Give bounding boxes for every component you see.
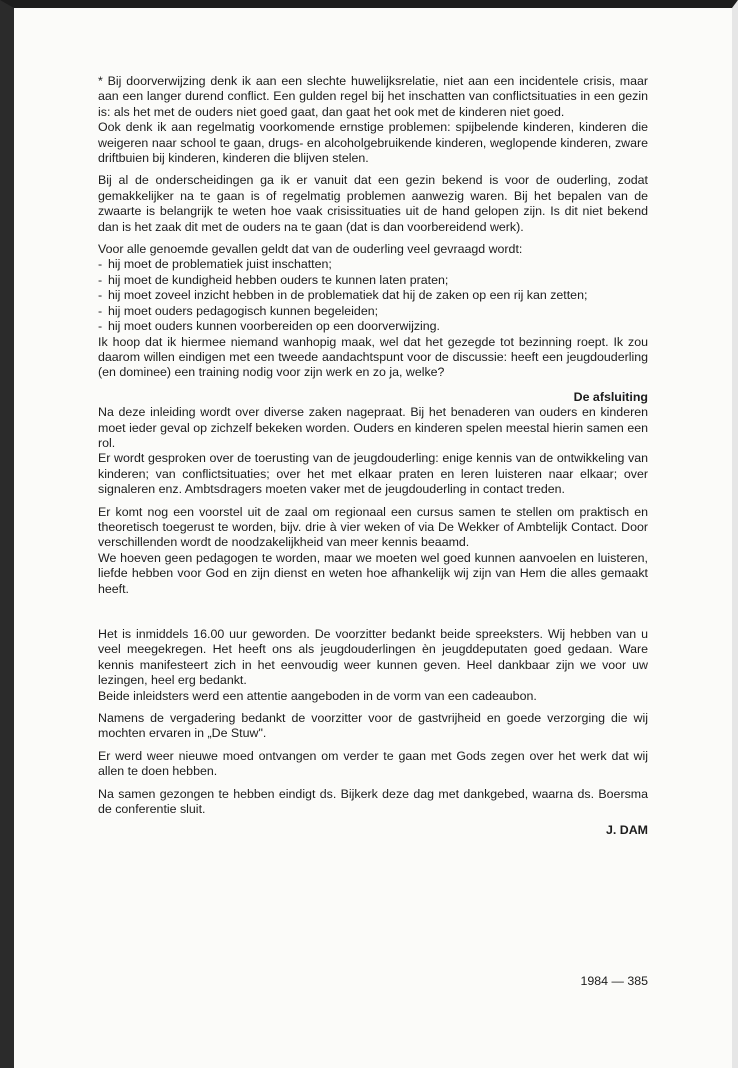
requirements-list xyxy=(98,257,648,334)
list-item: - hij moet ouders pedagogisch kunnen begeleiden; xyxy=(98,304,648,319)
list-item: - hij moet ouders kunnen voorbereiden op een doorverwijzing. xyxy=(98,319,648,334)
list-item: - hij moet zoveel inzicht hebben in de problematiek dat hij de zaken op een rij kan zetten; xyxy=(98,288,648,303)
paragraph-thanks-hospitality: Namens de vergadering bedankt de voorzitter voor de gastvrijheid en goede verzorging die wij mochten ervaren in „De Stuw". xyxy=(98,711,648,741)
paragraph-new-courage: Er werd weer nieuwe moed ontvangen om verder te gaan met Gods zegen over het werk dat wij allen te doen hebben. xyxy=(98,748,648,779)
paragraph-course-proposal: Er komt nog een voorstel uit de zaal om regionaal een cursus samen te stellen om praktisch en theoretisch toegerust te worden, bijv. drie à vier weken of via De Wekker of Ambtelijk Contact. Door verschillenden wordt de noodzakelijkheid van meer kennis beaamd. xyxy=(98,504,648,550)
paragraph-discussion: Na deze inleiding wordt over diverse zaken nagepraat. Bij het benaderen van ouders en kinderen moet ieder geval op zichzelf bekeken worden. Ouders en kinderen spelen meestal hierin samen een rol. xyxy=(98,405,648,450)
paragraph-conference-end: Na samen gezongen te hebben eindigt ds. Bijkerk deze dag met dankgebed, waarna ds. Boersma de conferentie sluit. xyxy=(98,786,648,817)
section-heading: De afsluiting xyxy=(573,389,648,404)
paragraph-pedagogues: We hoeven geen pedagogen te worden, maar we moeten wel goed kunnen aanvoelen en luisteren, liefde hebben voor God en zijn dienst en weten hoe afhankelijk wij zijn van Hem die alles gemaakt heeft. xyxy=(98,550,648,596)
list-item: - hij moet de problematiek juist inschatten; xyxy=(98,257,648,272)
paragraph-equipping: Er wordt gesproken over de toerusting van de jeugdouderling: enige kennis van de ontwikkeling van kinderen; van conflictsituaties; over het met elkaar praten en leren luisteren naar elkaar; over signaleren enz. Ambtsdragers moeten vaker met de jeugdouderling in contact treden. xyxy=(98,451,648,497)
paragraph-hope: Ik hoop dat ik hiermee niemand wanhopig maak, wel dat het gezegde tot bezinning roept. Ik zou daarom willen eindigen met een tweede aandachtspunt voor de discussie: heeft een jeugdouderling (en dominee) een training nodig voor zijn werk en zo ja, welke? xyxy=(98,334,648,380)
paragraph-requirements-intro: Voor alle genoemde gevallen geldt dat van de ouderling veel gevraagd wordt: xyxy=(98,242,523,257)
paragraph-referral: * Bij doorverwijzing denk ik aan een slechte huwelijksrelatie, niet aan een incidentele crisis, maar aan een langer durend conflict. Een gulden regel bij het inschatten van conflictsituaties in een gezin is: als het met de ouders niet goed gaat, dan gaat het ook met de kinderen niet goed. xyxy=(98,74,648,119)
author-signature: J. DAM xyxy=(606,823,648,838)
paragraph-problems: Ook denk ik aan regelmatig voorkomende ernstige problemen: spijbelende kinderen, kinderen die weigeren naar school te gaan, drugs- en alcoholgebruikende kinderen, weglopende kinderen, zware driftbuien bij kinderen, kinderen die blijven stelen. xyxy=(98,120,648,166)
paragraph-closing-time: Het is inmiddels 16.00 uur geworden. De voorzitter bedankt beide spreeksters. Wij hebben van u veel meegekregen. Het heeft ons als jeugdouderlingen èn jeugddeputaten goed gedaan. Ware kennis manifesteert zich in het eenvoudig weer kunnen geven. Heel dankbaar zijn we voor uw lezingen, heel erg bedankt. xyxy=(98,627,648,688)
paragraph-gift: Beide inleidsters werd een attentie aangeboden in de vorm van een cadeaubon. xyxy=(98,688,537,703)
list-item: - hij moet de kundigheid hebben ouders te kunnen laten praten; xyxy=(98,273,648,288)
article-body xyxy=(98,74,648,839)
paragraph-distinctions: Bij al de onderscheidingen ga ik er vanuit dat een gezin bekend is voor de ouderling, zodat gemakkelijker na te gaan is of regelmatig problemen aanwezig waren. Bij het bepalen van de zwaarte is belangrijk te weten hoe vaak crisissituaties uit de hand gelopen zijn. Is dit niet bekend dan is het zaak dit met de ouders na te gaan (dat is dan voorbereidend werk). xyxy=(98,173,648,234)
page-number: 1984 — 385 xyxy=(580,974,648,988)
